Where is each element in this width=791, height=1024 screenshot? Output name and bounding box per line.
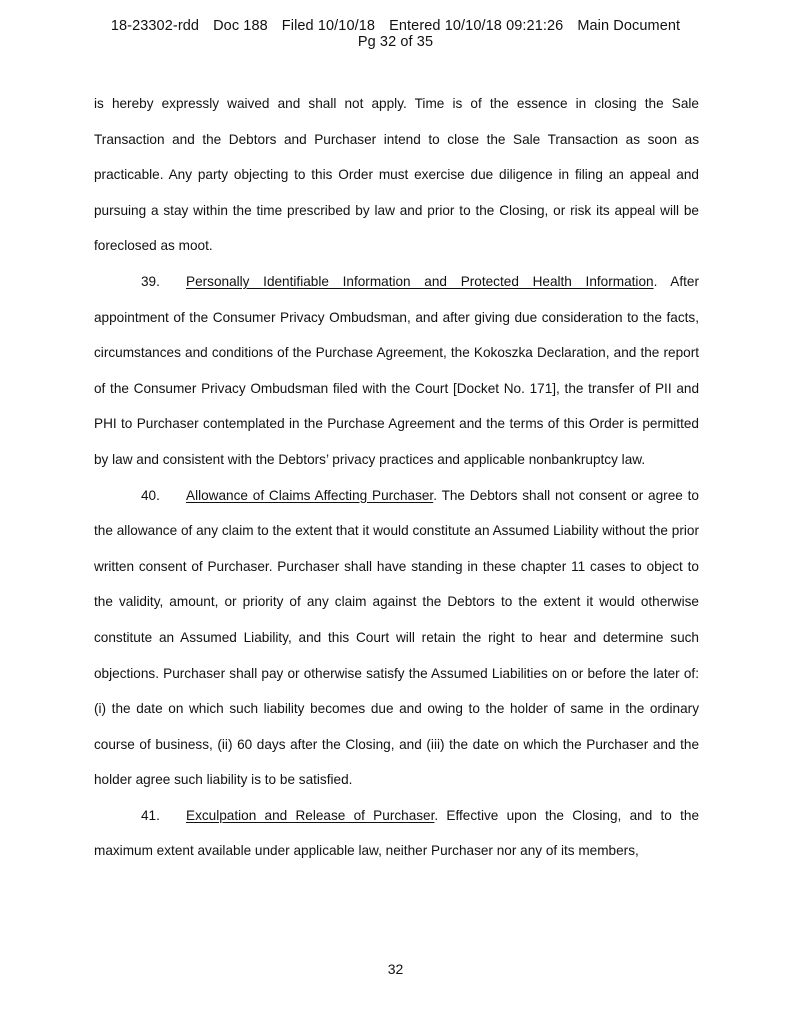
paragraph-number: 39. <box>141 273 160 289</box>
paragraph-39 <box>94 264 699 478</box>
paragraph-heading: Exculpation and Release of Purchaser <box>186 807 435 823</box>
page-number: 32 <box>387 961 404 977</box>
document-body <box>94 86 699 869</box>
paragraph-text: . The Debtors shall not consent or agree to the allowance of any claim to the extent that it would constitute an Assumed Liability without the prior written consent of Purchaser. Purchaser shall have standing in these chapter 11 cases to object to the validity, amount, or priority of any claim against the Debtors to the extent it would otherwise constitute an Assumed Liability, and this Court will retain the right to hear and determine such objections. Purchaser shall pay or otherwise satisfy the Assumed Liabilities on or before the later of: (i) the date on which such liability becomes due and owing to the holder of same in the ordinary course of business, (ii) 60 days after the Closing, and (iii) the date on which the Purchaser and the holder agree such liability is to be satisfied. <box>94 487 699 788</box>
paragraph-number: 41. <box>141 807 160 823</box>
paragraph-text: . Effective upon the Closing, and to the maximum extent available under applicable law, neither Purchaser nor any of its members, <box>94 807 700 859</box>
main-document-label: Main Document <box>577 18 681 34</box>
doc-number: Doc 188 <box>213 18 268 34</box>
paragraph-number: 40. <box>141 487 160 503</box>
case-number: 18-23302-rdd <box>110 18 200 34</box>
header-page-ref: Pg 32 of 35 <box>357 34 434 50</box>
paragraph-heading: Personally Identifiable Information and Protected Health Information <box>186 273 654 289</box>
entered-date: Entered 10/10/18 09:21:26 <box>389 18 564 34</box>
paragraph-40 <box>94 478 699 798</box>
filed-date: Filed 10/10/18 <box>281 18 376 34</box>
court-filing-header <box>0 18 791 50</box>
paragraph-41 <box>94 798 699 869</box>
header-line-1 <box>0 18 791 34</box>
paragraph-heading: Allowance of Claims Affecting Purchaser <box>186 487 434 503</box>
continued-paragraph: is hereby expressly waived and shall not apply. Time is of the essence in closing the Sale Transaction and the Debtors and Purchaser intend to close the Sale Transaction as soon as practicable. Any party objecting to this Order must exercise due diligence in filing an appeal and pursuing a stay within the time prescribed by law and prior to the Closing, or risk its appeal will be foreclosed as moot. <box>94 96 699 254</box>
paragraph-text: . After appointment of the Consumer Privacy Ombudsman, and after giving due consideration to the facts, circumstances and conditions of the Purchase Agreement, the Kokoszka Declaration, and the report of the Consumer Privacy Ombudsman filed with the Court [Docket No. 171], the transfer of PII and PHI to Purchaser contemplated in the Purchase Agreement and the terms of this Order is permitted by law and consistent with the Debtors’ privacy practices and applicable nonbankruptcy law. <box>94 273 700 467</box>
